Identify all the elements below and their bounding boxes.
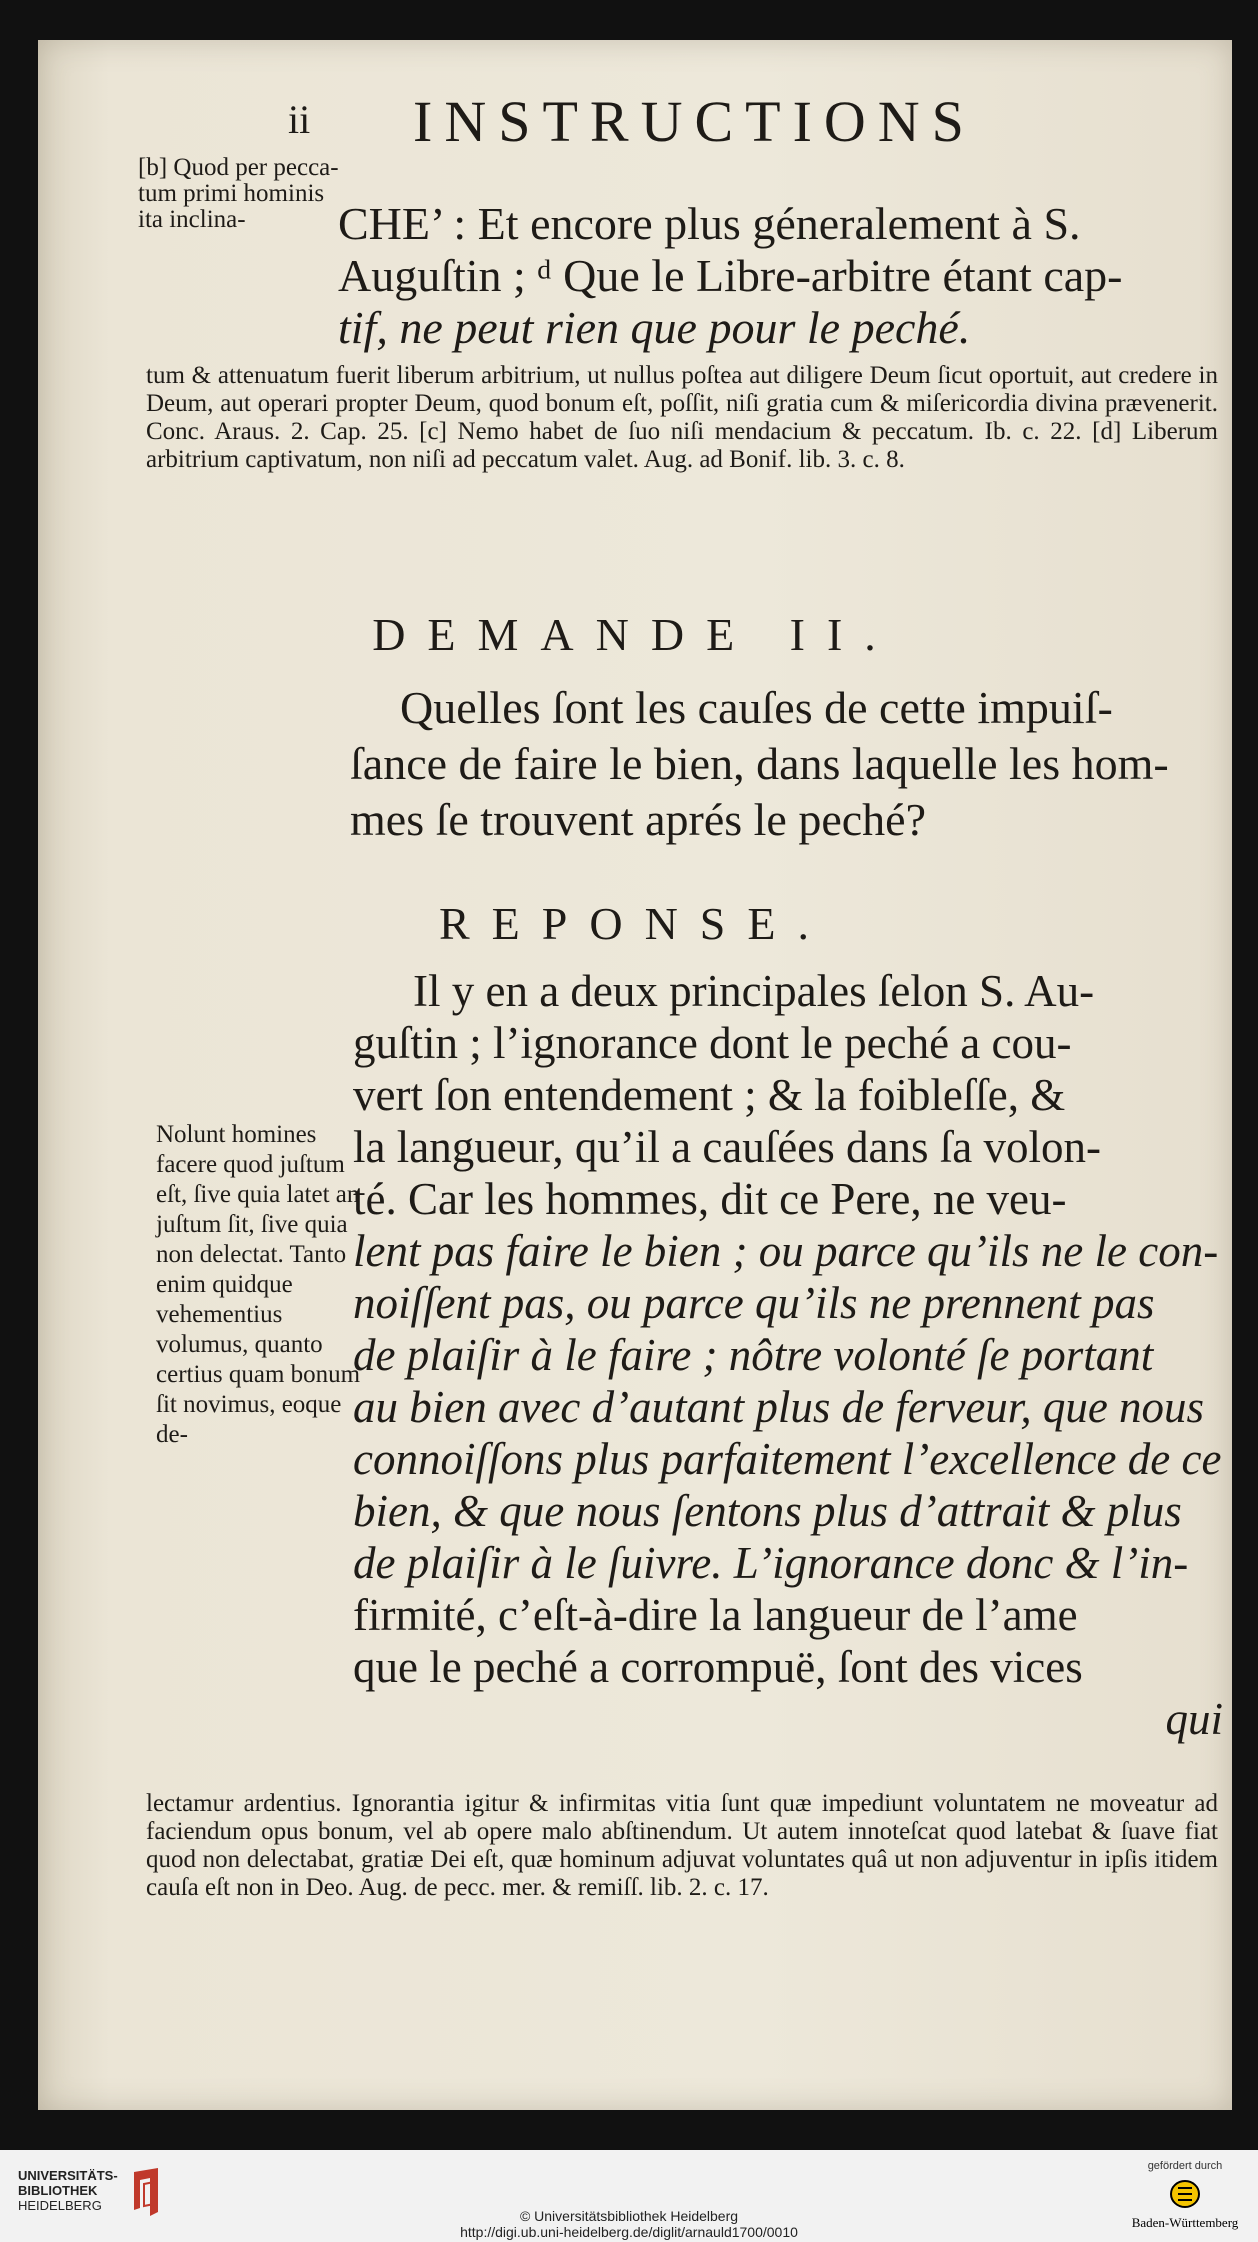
side-note-b: [b] Quod per pecca- tum primi hominis ita inclina-	[138, 154, 339, 233]
body-line: Auguſtin ; ᵈ Que le Libre-arbitre étant cap-	[338, 250, 1123, 301]
book-page	[38, 40, 1232, 2110]
answer-line: au bien avec d’autant plus de ferveur, que nous	[353, 1382, 1205, 1432]
library-line: HEIDELBERG	[18, 2198, 102, 2213]
footnote-top: tum & attenuatum fuerit liberum arbitrium, ut nullus poſtea aut diligere Deum ſicut oportuit, aut credere in Deum, aut operari propter Deum, quod bonum eſt, poſſit, niſi gratia cum & miſericordia divina prævenerit. Conc. Araus. 2. Cap. 25. [c] Nemo habet de ſuo niſi mendacium & peccatum. Ib. c. 22. [d] Liberum arbitrium captivatum, non niſi ad peccatum valet. Aug. ad Bonif. lib. 3. c. 8.	[146, 362, 1218, 473]
footnote-bottom: lectamur ardentius. Ignorantia igitur & infirmitas vitia ſunt quæ impediunt voluntatem ne moveatur ad faciendum opus bonum, vel ab opere malo abſtinendum. Ut autem innoteſcat quod latebat & ſuave fiat quod non delectabat, gratiæ Dei eſt, quæ hominum adjuvat voluntates quâ ut non adjuventur in ipſis itidem cauſa eſt non in Deo. Aug. de pecc. mer. & remiſſ. lib. 2. c. 17.	[146, 1790, 1218, 1901]
answer-line: vert ſon entendement ; & la foibleſſe, &	[353, 1070, 1066, 1120]
answer-line: que le peché a corrompuë, ſont des vices	[353, 1642, 1083, 1692]
copyright-text: © Universitätsbibliothek Heidelberg	[519, 2208, 739, 2224]
page-number: ii	[288, 97, 311, 142]
copyright-block	[0, 2208, 1258, 2240]
question	[350, 680, 1220, 848]
answer-line: lent pas faire le bien ; ou parce qu’ils ne le con-	[353, 1226, 1219, 1276]
answer-line: noiſſent pas, ou parce qu’ils ne prennent pas	[353, 1278, 1155, 1328]
answer-line: Il y en a deux principales ſelon S. Au-	[413, 966, 1095, 1016]
question-line: mes ſe trouvent aprés le peché?	[350, 794, 927, 845]
state-crest-icon	[1165, 2178, 1205, 2210]
side-note-nolunt: Nolunt homines facere quod juſtum eſt, ſive quia latet an juſtum ſit, ſive quia non delectat. Tanto enim quidque vehementius volumus, quanto certius quam bonum ſit novimus, eoque de-	[156, 1121, 361, 1448]
source-url-link[interactable]: http://digi.ub.uni-heidelberg.de/diglit/arnauld1700/0010	[460, 2224, 798, 2240]
answer-line: de plaiſir à le ſuivre. L’ignorance donc & l’in-	[353, 1538, 1189, 1588]
body-line: tif, ne peut rien que pour le peché.	[338, 302, 971, 353]
answer-line: guſtin ; l’ignorance dont le peché a cou-	[353, 1018, 1072, 1068]
running-header	[288, 88, 1188, 158]
answer-line: té. Car les hommes, dit ce Pere, ne veu-	[353, 1174, 1067, 1224]
library-line: UNIVERSITÄTS-	[18, 2168, 118, 2183]
running-title: INSTRUCTIONS	[413, 89, 976, 154]
catchword: qui	[1165, 1694, 1223, 1744]
answer	[353, 965, 1223, 1745]
question-line: Quelles ſont les cauſes de cette impuiſ-	[400, 682, 1113, 733]
answer-catchword-line	[353, 1693, 1223, 1745]
answer-line: de plaiſir à le faire ; nôtre volonté ſe portant	[353, 1330, 1154, 1380]
heading-reponse: REPONSE.	[439, 898, 831, 949]
library-logo-text[interactable]	[18, 2168, 118, 2213]
answer-line: connoiſſons plus parfaitement l’excellence de ce	[353, 1434, 1222, 1484]
answer-line: bien, & que nous ſentons plus d’attrait & plus	[353, 1486, 1182, 1536]
answer-line: firmité, c’eſt-à-dire la langueur de l’ame	[353, 1590, 1078, 1640]
sponsor-block[interactable]	[1130, 2160, 1240, 2231]
body-line: CHE’ : Et encore plus géneralement à S.	[338, 198, 1081, 249]
sponsor-name: Baden-Württemberg	[1131, 2215, 1239, 2230]
answer-line: la langueur, qu’il a cauſées dans ſa volon-	[353, 1122, 1101, 1172]
body-top	[338, 198, 1218, 354]
question-line: ſance de faire le bien, dans laquelle les hom-	[350, 738, 1169, 789]
viewer-footer	[0, 2150, 1258, 2242]
library-line: BIBLIOTHEK	[18, 2183, 98, 2198]
sponsor-label: gefördert durch	[1147, 2160, 1223, 2172]
heading-demande: DEMANDE II.	[372, 609, 898, 660]
